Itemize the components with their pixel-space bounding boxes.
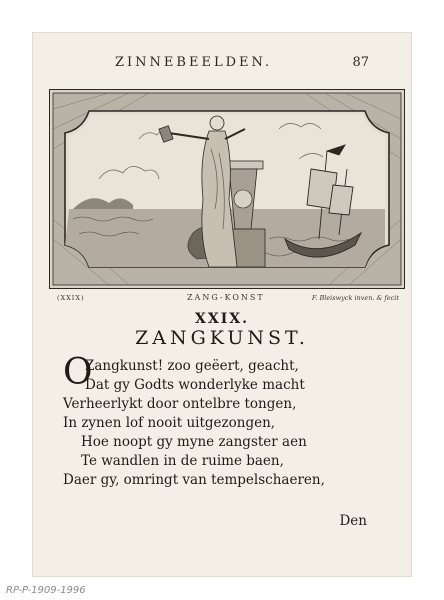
poem-line: O Zangkunst! zoo geëert, geacht, <box>63 352 299 393</box>
drop-cap: O <box>63 352 93 393</box>
page-header <box>33 55 411 73</box>
poem-line: Hoe noopt gy myne zangster aen <box>81 434 307 450</box>
engraved-plate <box>49 89 405 289</box>
engraving-illustration <box>49 89 405 289</box>
poem-line: Te wandlen in de ruime baen, <box>81 453 284 469</box>
poem-line: Dat gy Godts wonderlyke macht <box>85 377 305 393</box>
page-number: 87 <box>352 55 369 70</box>
section-title: ZANGKUNST. <box>135 327 309 349</box>
catchword: Den <box>339 513 367 529</box>
inventory-number: RP-P-1909-1996 <box>6 585 86 596</box>
plate-title: ZANG-KONST <box>187 293 265 302</box>
poem-line: In zynen lof nooit uitgezongen, <box>63 415 276 431</box>
book-page <box>32 32 412 577</box>
plate-caption <box>49 293 405 305</box>
poem-text <box>63 352 393 490</box>
poem-line: Verheerlykt door ontelbre tongen, <box>63 396 297 412</box>
running-title: ZINNEBEELDEN. <box>115 55 273 70</box>
poem-line: Daer gy, omringt van tempelschaeren, <box>63 472 325 488</box>
section-number: XXIX. <box>194 311 249 327</box>
engraver-credit: F. Bleiswyck inven. & fecit <box>311 294 399 302</box>
plate-number-label: (XXIX) <box>57 294 85 302</box>
putto <box>234 190 252 208</box>
